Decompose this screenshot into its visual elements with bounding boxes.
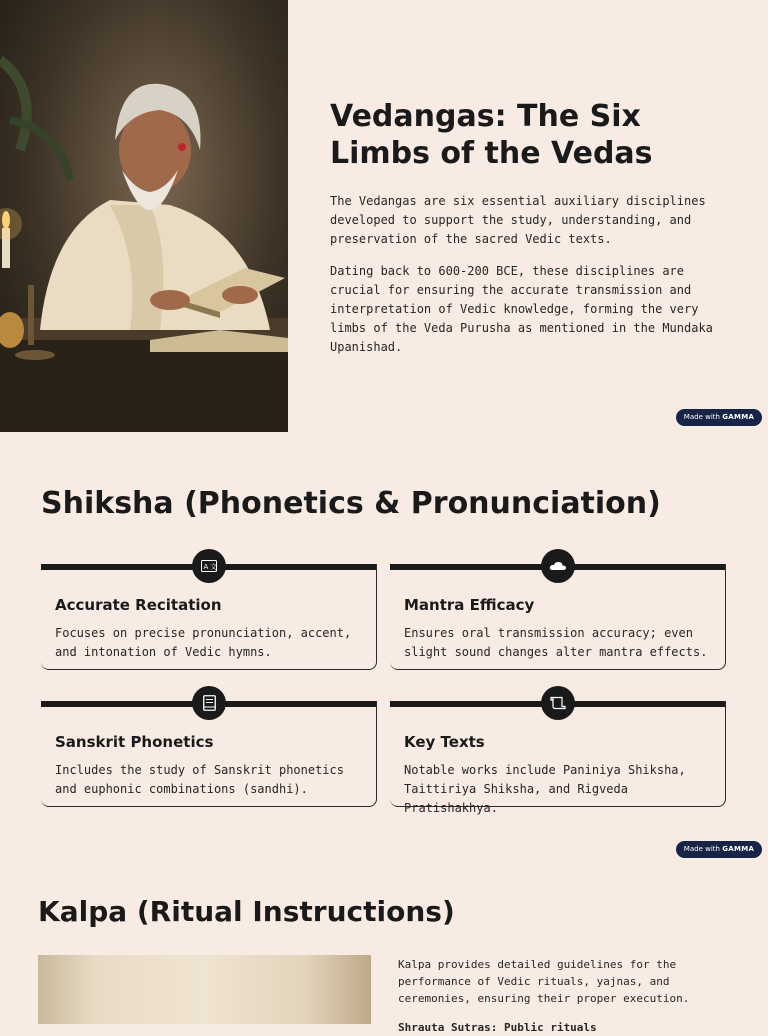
hero-title: Vedangas: The Six Limbs of the Vedas	[330, 99, 653, 171]
card-text: Focuses on precise pronunciation, accent, and intonation of Vedic hymns.	[55, 626, 352, 659]
card-key-texts	[390, 701, 726, 815]
kalpa-paragraph-2: Shrauta Sutras: Public rituals	[398, 1021, 597, 1034]
scroll-icon	[541, 686, 575, 720]
made-with-gamma-badge[interactable]	[676, 841, 762, 858]
hero-paragraph-1: The Vedangas are six essential auxiliary disciplines developed to support the study, understanding, and preservation of the sacred Vedic texts.	[330, 194, 706, 246]
card-text: Notable works include Paniniya Shiksha, Taittiriya Shiksha, and Rigveda Pratishakhya.	[404, 763, 686, 815]
card-text: Ensures oral transmission accuracy; even slight sound changes alter mantra effects.	[404, 626, 708, 659]
card-title: Mantra Efficacy	[404, 596, 535, 614]
card-title: Sanskrit Phonetics	[55, 733, 214, 751]
card-accurate-recitation	[41, 564, 377, 670]
sage-illustration	[0, 0, 288, 432]
card-sanskrit-phonetics	[41, 701, 377, 807]
kalpa-image	[38, 955, 371, 1024]
svg-text:A: A	[203, 563, 209, 571]
svg-text:文: 文	[210, 563, 217, 571]
hero-image	[0, 0, 288, 432]
hero-paragraph-2: Dating back to 600-200 BCE, these disciplines are crucial for ensuring the accurate transmission and interpretation of Vedic knowledge, forming the very limbs of the Veda Purusha as mentioned in the Mundaka Upanishad.	[330, 264, 713, 354]
kalpa-section-title: Kalpa (Ritual Instructions)	[38, 895, 455, 928]
badge-brand: GAMMA	[722, 845, 755, 853]
badge-prefix: Made with	[683, 845, 720, 853]
badge-brand: GAMMA	[722, 413, 755, 421]
card-title: Key Texts	[404, 733, 485, 751]
card-mantra-efficacy	[390, 564, 726, 670]
shiksha-section-title: Shiksha (Phonetics & Pronunciation)	[41, 486, 661, 521]
made-with-gamma-badge[interactable]	[676, 409, 762, 426]
cloud-icon	[541, 549, 575, 583]
card-text: Includes the study of Sanskrit phonetics and euphonic combinations (sandhi).	[55, 763, 344, 796]
kalpa-paragraph-1: Kalpa provides detailed guidelines for the performance of Vedic rituals, yajnas, and ceremonies, ensuring their proper execution.	[398, 958, 690, 1005]
book-icon	[192, 686, 226, 720]
card-title: Accurate Recitation	[55, 596, 222, 614]
badge-prefix: Made with	[683, 413, 720, 421]
translate-icon	[192, 549, 226, 583]
